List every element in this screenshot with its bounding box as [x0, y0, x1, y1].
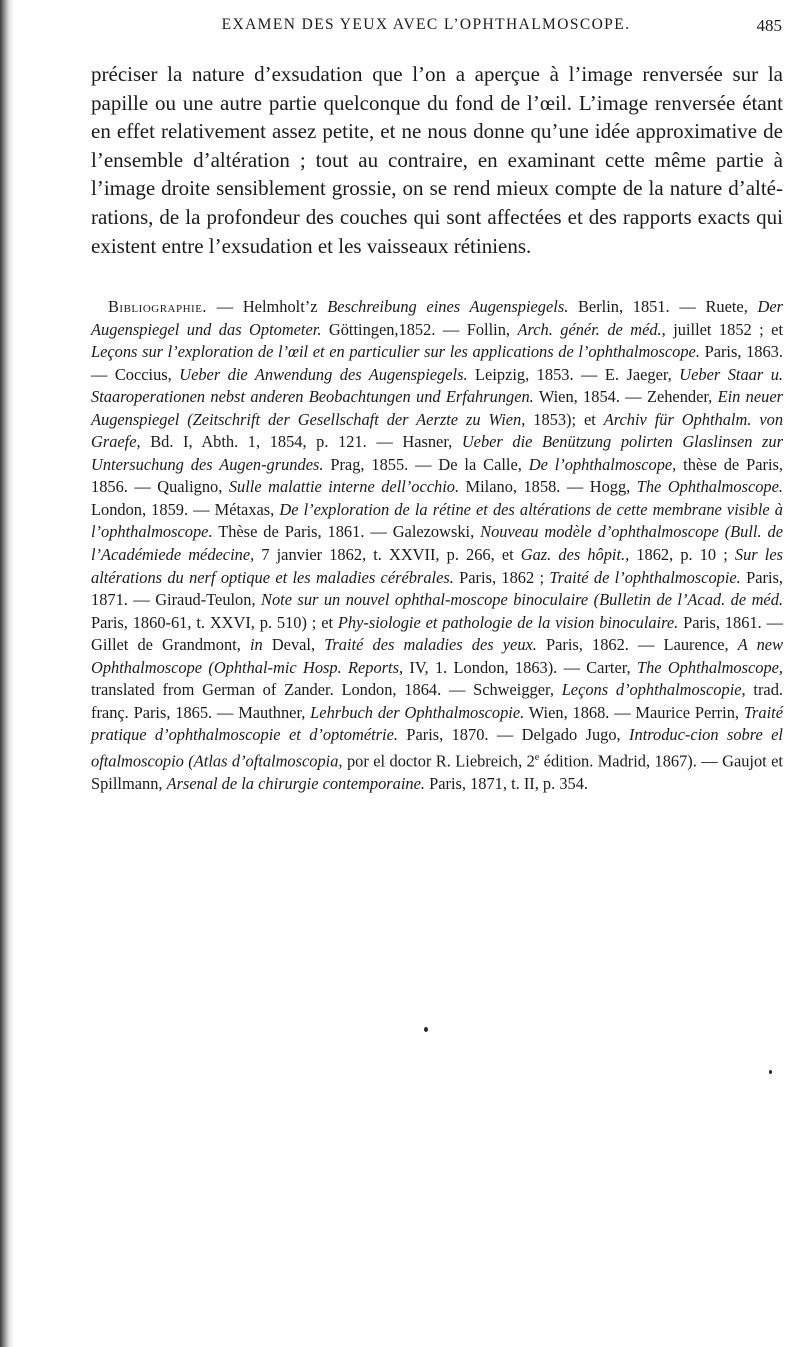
bibliography-segment: Berlin, 1851. — Ruete,: [568, 297, 758, 316]
running-title: EXAMEN DES YEUX AVEC L’OPHTHALMOSCOPE.: [221, 16, 631, 33]
bibliography-segment: 1862, p. 10 ;: [629, 545, 735, 565]
bibliography-segment: The Ophthalmoscope,: [636, 657, 784, 677]
bibliography-segment: 1853); et: [525, 409, 604, 429]
bibliography-segment: Ueber die Anwendung des Augenspiegels.: [179, 364, 468, 384]
bibliography-segment: Ueber Staar u. Staaroperationen nebst anderen Beobachtungen und Erfahrungen.: [91, 364, 783, 407]
bibliography-segment: Leipzig, 1853. — E. Jaeger,: [467, 364, 680, 384]
bibliography-segment: Traité de l’ophthalmoscopie.: [549, 567, 741, 587]
bibliography-segment: Nouveau modèle d’ophthalmoscope (Bull. de l’Académiede médecine,: [91, 522, 783, 565]
bibliography-segment: Arsenal de la chirurgie contemporaine.: [166, 773, 426, 793]
bibliography-segment: Archiv für Ophthalm. von Graefe,: [91, 409, 784, 452]
bibliography-segment: thèse de Paris, 1856. — Qualigno,: [91, 454, 783, 497]
bibliography-segment: e: [534, 751, 540, 763]
bibliography-segment: — Helmholt’z: [207, 297, 328, 316]
bibliography-segment: A new Ophthalmoscope (Ophthal-mic Hosp. Reports,: [91, 635, 783, 677]
bibliography-segment: Paris, 1871. — Giraud-Teulon,: [91, 567, 783, 610]
ink-speck: [769, 1070, 772, 1074]
bibliography-segment: Arch. génér. de méd.,: [517, 319, 666, 339]
bibliography-segment: Bd. I, Abth. 1, 1854, p. 121. — Hasner,: [140, 432, 462, 452]
bibliography-paragraph: [91, 296, 783, 796]
bibliography-segment: Leçons d’ophthalmoscopie,: [561, 680, 746, 700]
bibliography-segment: London, 1859. — Métaxas,: [91, 499, 280, 519]
bibliography-segment: juillet 1852 ; et: [665, 319, 784, 339]
bibliography-segment: in: [249, 635, 263, 655]
bibliography-segment: Paris, 1860-61, t. XXVI, p. 510) ; et: [91, 612, 338, 632]
bibliography-segment: Der Augenspiegel und das Optometer.: [91, 297, 783, 339]
bibliography-segment: Wien, 1854. — Zehender,: [533, 387, 718, 407]
bibliography-segment: translated from German of Zander. London, 1864. — Schweigger,: [91, 680, 562, 700]
ink-speck: [424, 1027, 428, 1032]
bibliography-segment: Ueber die Benützung polirten Glaslinsen zur Untersuchung des Augen-grundes.: [91, 432, 783, 474]
bibliography-segment: Paris, 1871, t. II, p. 354.: [425, 773, 589, 793]
bibliography-segment: Prag, 1855. — De la Calle,: [323, 454, 529, 474]
bibliography-segment: Traité pratique d’ophthalmoscopie et d’optométrie.: [91, 702, 783, 745]
bibliography-segment: Paris, 1861. — Gillet de Grandmont,: [91, 612, 783, 655]
bibliography-segment: Introduc-cion sobre el oftalmoscopio (Atlas d’oftalmoscopia,: [91, 725, 783, 771]
bibliography-segment: Paris, 1862 ;: [453, 567, 550, 587]
bibliography-segment: Paris, 1862. — Laurence,: [536, 635, 738, 655]
bibliography-segment: De l’ophthalmoscope,: [528, 454, 677, 474]
bibliography-segment: Paris, 1863. — Coccius,: [91, 342, 783, 384]
bibliography-segment: por el doctor R. Liebreich, 2: [342, 751, 535, 771]
bibliography-segment: Traité des maladies des yeux.: [324, 635, 537, 655]
bibliography-segment: Leçons sur l’exploration de l’œil et en particulier sur les applications de l’ophthalmoscope.: [91, 342, 700, 362]
bibliography-segment: Milano, 1858. — Hogg,: [459, 477, 637, 497]
bibliography-segment: IV, 1. London, 1863). — Carter,: [403, 657, 637, 677]
page-number: 485: [756, 16, 782, 35]
bibliography-segment: Phy-siologie et pathologie de la vision binoculaire.: [337, 612, 679, 632]
bibliography-segment: trad. franç. Paris, 1865. — Mauthner,: [91, 680, 783, 722]
bibliography-segment: De l’exploration de la rétine et des altérations de cette membrane visible à l’ophthalmoscope.: [91, 499, 784, 542]
bibliography-segment: Deval,: [262, 635, 325, 655]
bibliography-segment: 7 janvier 1862, t. XXVII, p. 266, et: [254, 545, 521, 565]
bibliography-segment: The Ophthalmoscope.: [636, 477, 783, 497]
bibliography-segment: Wien, 1868. — Maurice Perrin,: [524, 702, 744, 722]
bibliography-segment: Note sur un nouvel ophthal-moscope binoculaire (Bulletin de l’Acad. de méd.: [261, 590, 783, 610]
bibliography-segment: Ein neuer Augenspiegel (Zeitschrift der Gesellschaft der Aerzte zu Wien,: [91, 387, 783, 429]
bibliography-segment: Paris, 1870. — Delgado Jugo,: [397, 725, 630, 745]
body-paragraph: préciser la nature d’exsudation que l’on a aperçue à l’image renversée sur la papille ou une autre partie quelconque du fond de l’œil. L’image renversée étant en effet relativement assez petite, et ne nous donne qu’une idée approximative de l’ensemble d’altération ; tout au contraire, en examinant cette même partie à l’image droite sensiblement grossie, on se rend mieux compte de la nature d’alté-rations, de la profondeur des couches qui sont affectées et des rapports exacts qui existent entre l’exsudation et les vaisseaux rétiniens.: [91, 62, 783, 258]
bibliography-segment: Lehrbuch der Ophthalmoscopie.: [310, 702, 525, 722]
page-header: [90, 16, 782, 46]
bibliography-segment: édition. Madrid, 1867). — Gaujot et Spillmann,: [91, 751, 783, 793]
bibliography-segment: Beschreibung eines Augenspiegels.: [327, 297, 569, 316]
bibliography-segment: Gaz. des hôpit.,: [520, 545, 630, 565]
bibliography-segment: Thèse de Paris, 1861. — Galezowski,: [212, 522, 481, 542]
bibliography-segment: Göttingen,1852. — Follin,: [321, 319, 518, 339]
bibliography-segment: Sulle malattie interne dell’occhio.: [228, 477, 460, 497]
bibliography-heading: Bibliographie.: [108, 297, 208, 316]
bibliography-segment: Sur les altérations du nerf optique et les maladies cérébrales.: [91, 545, 783, 587]
page-gutter-shadow: [0, 0, 14, 1347]
